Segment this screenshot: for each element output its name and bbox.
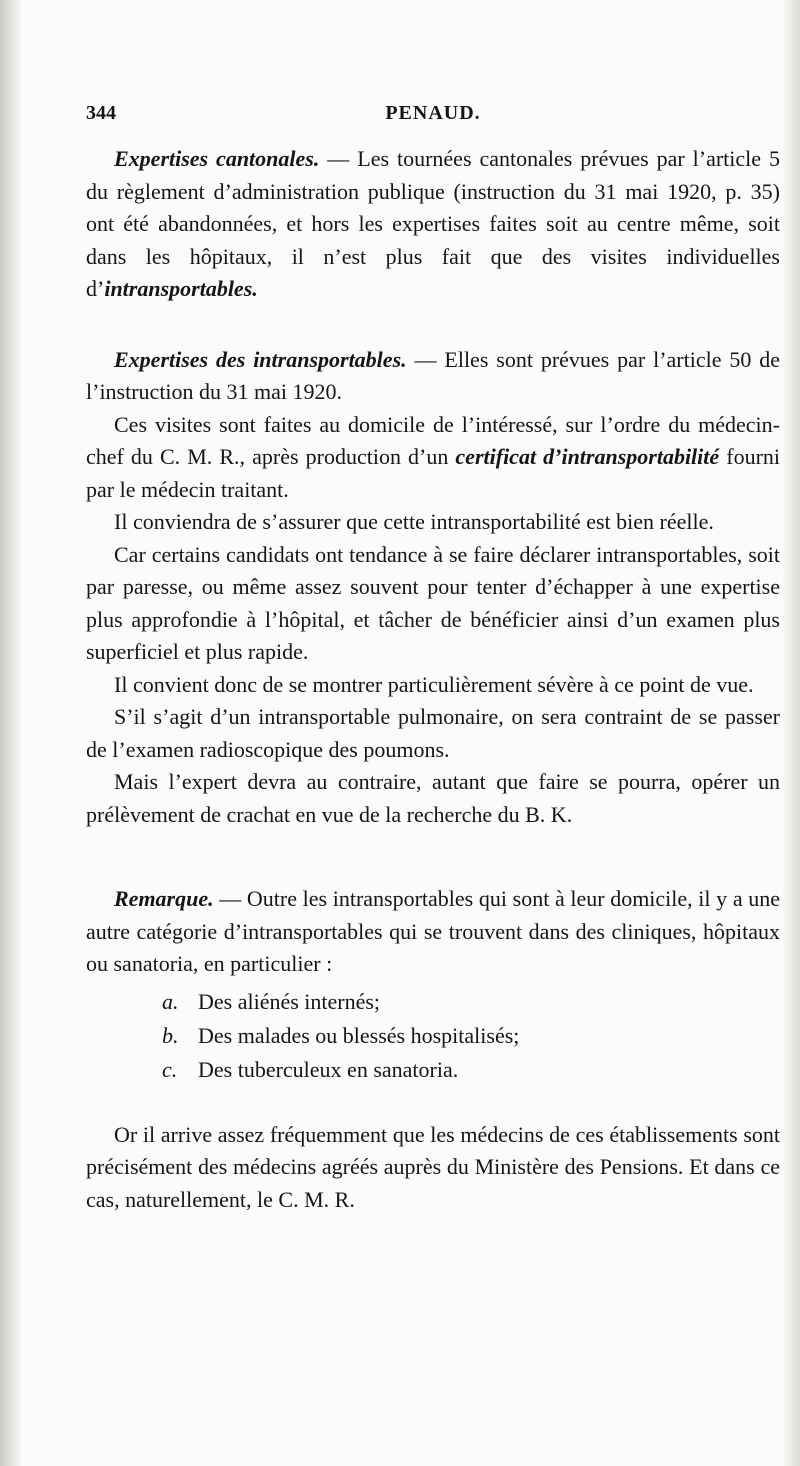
list-item-letter: c. xyxy=(162,1056,178,1082)
paragraph-remarque xyxy=(86,883,780,981)
emphasis-text: certificat d’intransportabilité xyxy=(455,444,720,469)
running-head: PENAUD. xyxy=(385,102,481,124)
paragraph-expertises-cantonales xyxy=(86,143,780,306)
page-edge-shadow xyxy=(782,0,800,1466)
paragraph-text: fourni par le médecin traitant. xyxy=(86,444,781,502)
page-gutter-shadow xyxy=(0,0,22,1466)
paragraph-text: — Outre les intransportables qui sont à leur domicile, il y a une autre catégorie d’intransportables qui se trouvent dans des cliniques, hôpitaux ou sanatoria, en particulier : xyxy=(86,886,780,976)
list-item-text: Des aliénés internés; xyxy=(198,988,381,1014)
paragraph-frequemment: Or il arrive assez fréquemment que les médecins de ces établissements sont précisément des médecins agréés auprès du Ministère des Pensions. Et dans ce cas, naturellement, le C. M. R. xyxy=(86,1121,780,1212)
section-lead: Expertises cantonales. xyxy=(114,146,320,171)
list-item-text: Des tuberculeux en sanatoria. xyxy=(198,1056,459,1082)
paragraph-conviendra: Il conviendra de s’assurer que cette intransportabilité est bien réelle. xyxy=(114,509,714,534)
emphasis-text: intransportables. xyxy=(104,276,258,301)
list-item xyxy=(162,1053,780,1087)
paragraph-text: — Les tournées cantonales prévues par l’article 5 du règlement d’administration publique (instruction du 31 mai 1920, p. 35) ont été abandonnées, et hors les expertises faites soit au centre même, soit dans les hôpitaux, il n’est plus fait que des visites individuelles d’ xyxy=(86,146,780,301)
list-item-letter: b. xyxy=(162,1022,179,1048)
list-item-letter: a. xyxy=(162,988,179,1014)
paragraph-text: — Elles sont prévues par l’article 50 de l’instruction du 31 mai 1920. xyxy=(86,346,780,404)
list-item xyxy=(162,1019,780,1053)
category-list xyxy=(162,985,780,1087)
paragraph-pulmonaire: S’il s’agit d’un intransportable pulmonaire, on sera contraint de se passer de l’examen radioscopique des poumons. xyxy=(86,704,780,762)
page-number: 344 xyxy=(86,102,116,124)
list-item-text: Des malades ou blessés hospitalisés; xyxy=(198,1022,520,1048)
paragraph-candidats: Car certains candidats ont tendance à se faire déclarer intransportables, soit par paresse, ou même assez souvent pour tenter d’échapper à une expertise plus approfondie à l’hôpital, et tâcher de bénéficier ainsi d’un examen plus superficiel et plus rapide. xyxy=(86,541,780,664)
paragraph-prelevement: Mais l’expert devra au contraire, autant que faire se pourra, opérer un prélèvement de crachat en vue de la recherche du B. K. xyxy=(86,769,780,827)
section-lead: Expertises des intransportables. xyxy=(114,346,407,372)
paragraph-visites xyxy=(86,409,780,507)
paragraph-expertises-intransportables xyxy=(86,344,780,409)
list-item xyxy=(162,985,780,1019)
section-lead: Remarque. xyxy=(114,886,214,911)
paragraph-text: Ces visites sont faites au domicile de l’intéressé, sur l’ordre du médecin-chef du C. M. R., après production d’un xyxy=(86,411,780,469)
page-header xyxy=(86,102,780,132)
page-body xyxy=(86,143,780,1216)
paragraph-severe: Il convient donc de se montrer particulièrement sévère à ce point de vue. xyxy=(114,671,754,697)
